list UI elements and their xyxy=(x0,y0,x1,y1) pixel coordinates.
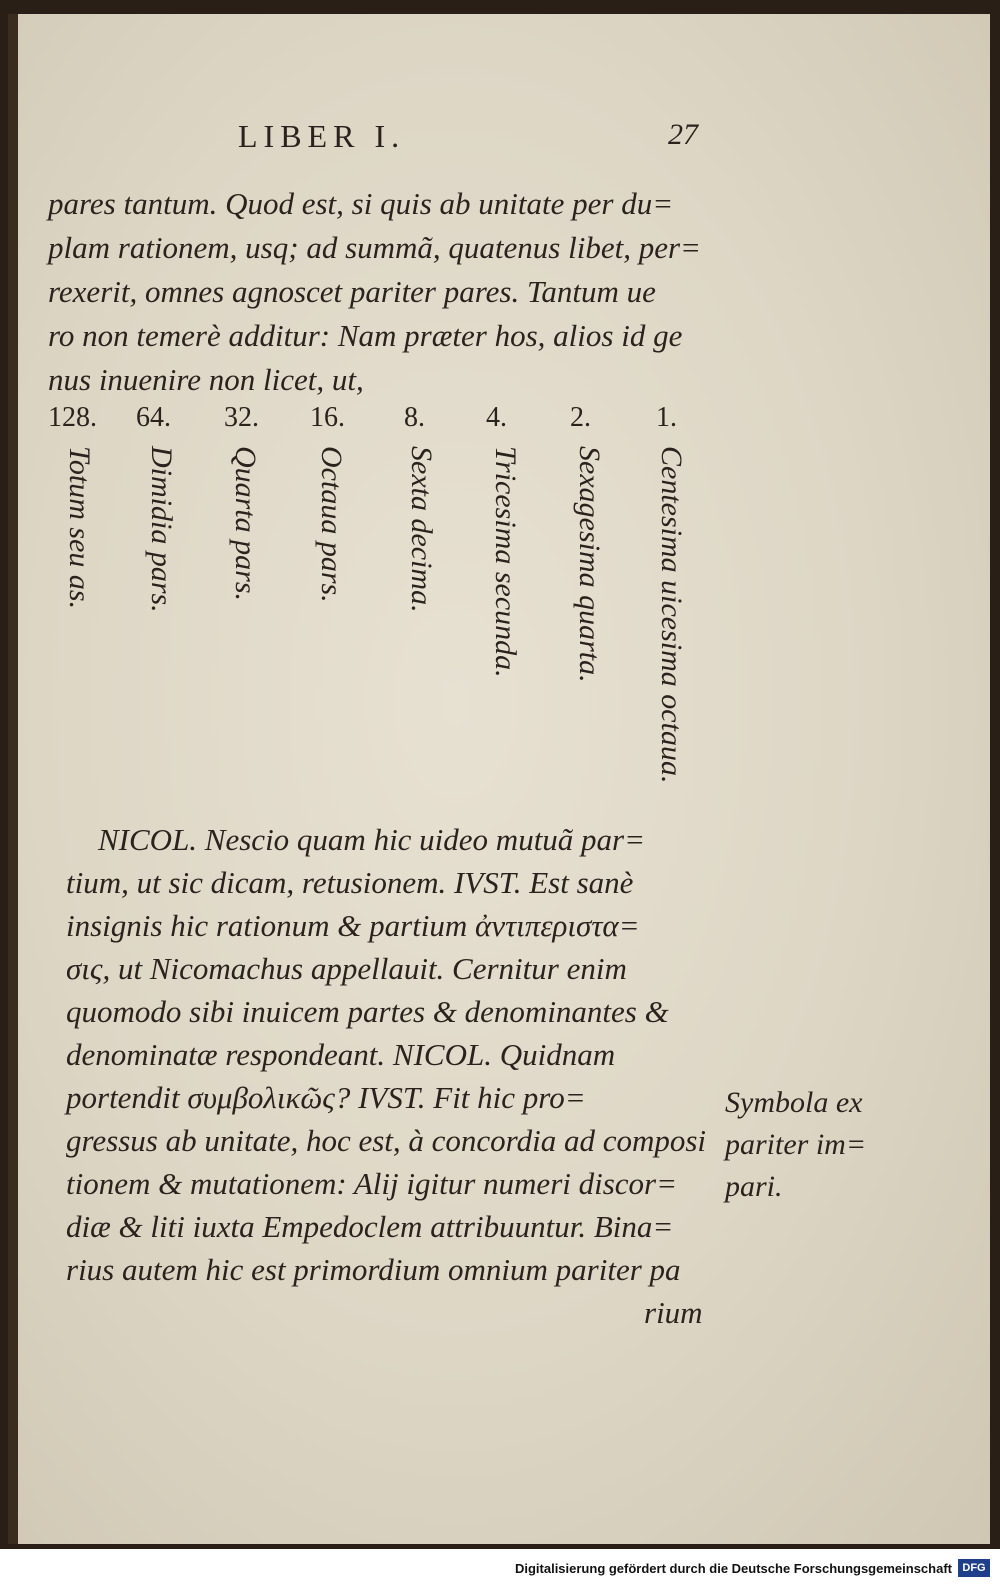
text-line: portendit συμβολικῶς? IVST. Fit hic pro= xyxy=(66,1080,586,1115)
running-head: LIBER I. xyxy=(238,118,406,154)
fraction-label: Dimidia pars. xyxy=(145,446,178,613)
digitization-footer xyxy=(0,1549,1000,1591)
fraction-number: 64. xyxy=(136,402,171,433)
page-number: 27 xyxy=(668,118,698,151)
fraction-numbers-row xyxy=(48,402,708,442)
text-line: rius autem hic est primordium omnium pariter pa xyxy=(66,1252,681,1287)
text-line: σις, ut Nicomachus appellauit. Cernitur enim xyxy=(66,951,627,986)
fraction-number: 128. xyxy=(48,402,97,433)
text-line: pares tantum. Quod est, si quis ab unitate per du= xyxy=(48,186,674,221)
text-line: quomodo sibi inuicem partes & denominantes & xyxy=(66,994,669,1029)
text-line: tionem & mutationem: Alij igitur numeri discor= xyxy=(66,1166,678,1201)
marginal-note-line: Symbola ex xyxy=(725,1086,863,1119)
footer-credit: Digitalisierung gefördert durch die Deutsche Forschungsgemeinschaft xyxy=(514,1561,952,1576)
marginal-note-line: pariter im= xyxy=(725,1128,867,1161)
fraction-labels xyxy=(48,446,748,806)
fraction-label: Sexta decima. xyxy=(405,446,438,613)
fraction-label: Centesima uicesima octaua. xyxy=(655,446,688,784)
text-line: tium, ut sic dicam, retusionem. IVST. Est sanè xyxy=(66,865,634,900)
fraction-number: 8. xyxy=(404,402,425,433)
text-line: denominatæ respondeant. NICOL. Quidnam xyxy=(66,1037,616,1072)
catchword: rium xyxy=(644,1295,703,1330)
fraction-label: Octaua pars. xyxy=(315,446,348,603)
fraction-number: 16. xyxy=(310,402,345,433)
marginal-note xyxy=(725,1082,915,1208)
fraction-label: Tricesima secunda. xyxy=(489,446,522,678)
fraction-label: Quarta pars. xyxy=(229,446,262,602)
fraction-label: Totum seu as. xyxy=(63,446,96,610)
text-line: plam rationem, usq; ad summã, quatenus libet, per= xyxy=(48,230,701,265)
page-header xyxy=(218,118,698,164)
marginal-note-line: pari. xyxy=(725,1170,783,1203)
fraction-number: 1. xyxy=(656,402,677,433)
book-page xyxy=(8,14,990,1544)
text-line: ro non temerè additur: Nam præter hos, alios id ge xyxy=(48,318,683,353)
text-line: NICOL. Nescio quam hic uideo mutuã par= xyxy=(98,822,646,857)
text-line: rexerit, omnes agnoscet pariter pares. Tantum ue xyxy=(48,274,656,309)
text-line: diæ & liti iuxta Empedoclem attribuuntur. Bina= xyxy=(66,1209,674,1244)
fraction-number: 2. xyxy=(570,402,591,433)
fraction-number: 32. xyxy=(224,402,259,433)
dfg-logo-icon: DFG xyxy=(958,1559,990,1577)
text-line: insignis hic rationum & partium ἀντιπεριστα= xyxy=(66,908,640,943)
fraction-label: Sexagesima quarta. xyxy=(573,446,606,683)
text-line: gressus ab unitate, hoc est, à concordia ad composi xyxy=(66,1123,707,1158)
fraction-number: 4. xyxy=(486,402,507,433)
text-line: nus inuenire non licet, ut, xyxy=(48,362,364,397)
